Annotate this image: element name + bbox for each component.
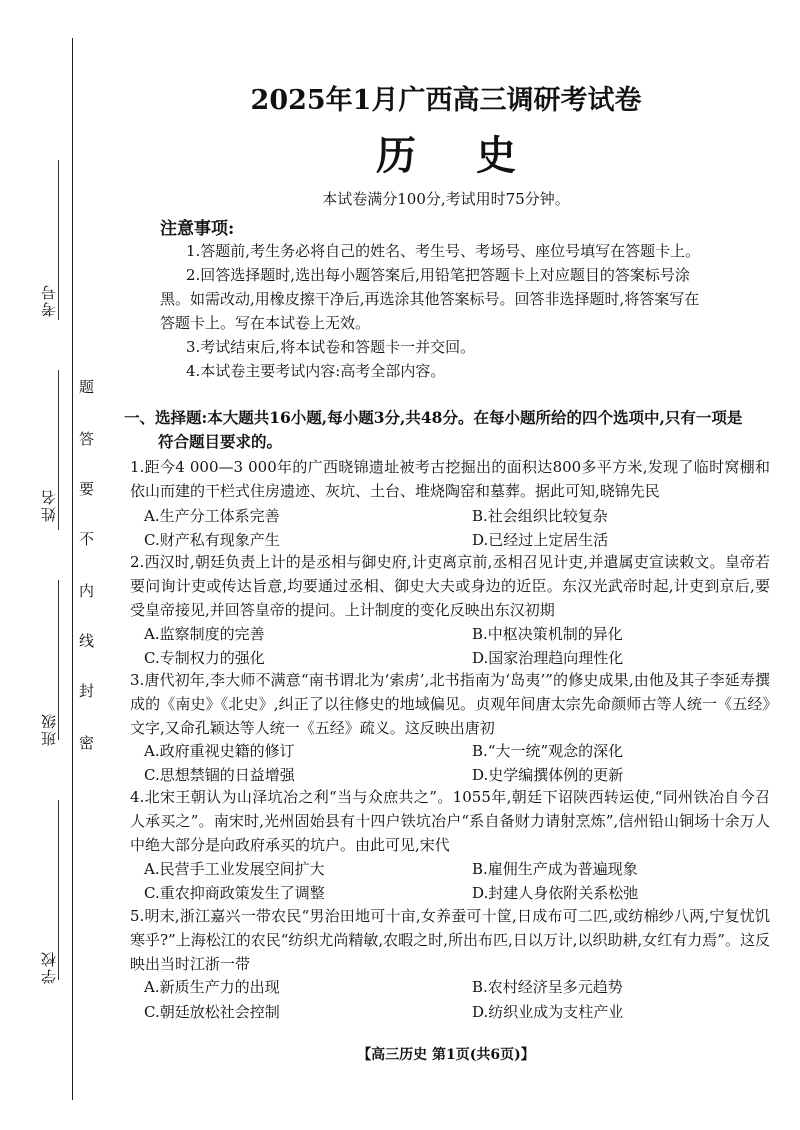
seal-char: 答 [79,430,95,448]
option-a: A.民营手工业发展空间扩大 [144,860,325,878]
notice-item-2-line-3: 答题卡上。写在本试卷上无效。 [160,314,371,332]
name-fill-line [58,370,59,530]
question-stem: 2.西汉时,朝廷负责上计的是丞相与御史府,计吏离京前,丞相召见计吏,并遣属吏宣读敕文。皇帝若要问询计吏或传达旨意,均要通过丞相、御史大夫或身边的近臣。东汉光武帝时起,计吏到京后,要受皇帝接见,并回答皇帝的提问。上计制度的变化反映出东汉初期 [130,553,770,619]
option-c: C.朝廷放松社会控制 [144,1003,280,1021]
option-d: D.国家治理趋向理性化 [472,649,624,667]
name-label: 姓名 [40,488,58,522]
option-c: C.重农抑商政策发生了调整 [144,884,325,902]
option-c: C.思想禁锢的日益增强 [144,766,295,784]
subject-title: 历史 [376,132,576,179]
question-stem: 5.明末,浙江嘉兴一带农民“男治田地可十亩,女养蚕可十筐,日成布可二匹,或纺棉纱八两,宁复忧饥寒乎?”上海松江的农民“纺织尤尚精敏,农暇之时,所出布匹,日以万计,以织助耕,女红有力焉”。这反映出当时江浙一带 [130,907,770,973]
exam-title: 2025年1月广西高三调研考试卷 [250,85,642,116]
section-heading [124,406,774,454]
question-stem: 1.距今4 000—3 000年的广西晓锦遗址被考古挖掘出的面积达800多平方米,发现了临时窝棚和依山而建的干栏式住房遗迹、灰坑、土台、堆烧陶窑和墓葬。据此可知,晓锦先民 [130,458,770,500]
seal-line [72,38,73,1100]
notice-item-1: 1.答题前,考生务必将自己的姓名、考生号、考场号、座位号填写在答题卡上。 [186,242,701,260]
seal-char: 线 [79,632,95,650]
option-d: D.纺织业成为支柱产业 [472,1003,624,1021]
school-fill-line [58,800,59,980]
option-b: B.农村经济呈多元趋势 [472,978,623,996]
option-c: C.专制权力的强化 [144,649,265,667]
school-label: 学校 [40,950,58,984]
seal-char: 要 [79,480,95,498]
option-d: D.封建人身依附关系松弛 [472,884,639,902]
option-a: A.政府重视史籍的修订 [144,742,295,760]
option-c: C.财产私有现象产生 [144,531,280,549]
class-label: 班级 [40,712,58,746]
seal-char: 题 [79,378,95,396]
exam-no-label: 考号 [40,283,58,317]
notice-item-4: 4.本试卷主要考试内容:高考全部内容。 [186,362,446,380]
question-stem: 3.唐代初年,李大师不满意“南书谓北为‘索虏’,北书指南为‘岛夷’”的修史成果,由他及其子李延寿撰成的《南史》《北史》,纠正了以往修史的地域偏见。贞观年间唐太宗先命颜师古等人统一《五经》文字,又命孔颖达等人统一《五经》疏义。这反映出唐初 [130,671,770,737]
notice-item-2-line-2: 黑。如需改动,用橡皮擦干净后,再选涂其他答案标号。回答非选择题时,将答案写在 [160,290,700,308]
option-a: A.生产分工体系完善 [144,507,280,525]
option-a: A.新质生产力的出现 [144,978,280,996]
seal-char: 不 [79,530,95,548]
question-stem: 4.北宋王朝认为山泽坑冶之利“当与众庶共之”。1055年,朝廷下诏陕西转运使,“同州铁冶自今召人承买之”。南宋时,光州固始县有十四户铁坑冶户“系自备财力请射烹炼”,信州铅山铜场十余万人中绝大部分是向政府承买的坑户。由此可见,宋代 [130,788,770,854]
section-heading-line-2: 符合题目要求的。 [158,432,283,451]
seal-char: 内 [79,582,95,600]
section-heading-line-1: 一、选择题:本大题共16小题,每小题3分,共48分。在每小题所给的四个选项中,只有一项是 [124,408,743,427]
option-b: B.中枢决策机制的异化 [472,625,623,643]
page-footer: 【高三历史 第1页(共6页)】 [357,1047,535,1063]
binding-margin [0,0,110,1130]
option-b: B.雇佣生产成为普遍现象 [472,860,638,878]
option-b: B.社会组织比较复杂 [472,507,608,525]
notice-item-3: 3.考试结束后,将本试卷和答题卡一并交回。 [186,338,476,356]
seal-char: 封 [79,682,95,700]
seal-char: 密 [79,734,95,752]
exam-no-fill-line [58,160,59,320]
full-score-note: 本试卷满分100分,考试用时75分钟。 [322,190,570,208]
option-d: D.史学编撰体例的更新 [472,766,624,784]
option-a: A.监察制度的完善 [144,625,265,643]
notice-item-2-line-1: 2.回答选择题时,选出每小题答案后,用铅笔把答题卡上对应题目的答案标号涂 [186,266,690,284]
option-d: D.已经过上定居生活 [472,531,609,549]
class-fill-line [58,580,59,740]
notice-heading: 注意事项: [160,219,235,239]
option-b: B.“大一统”观念的深化 [472,742,624,760]
